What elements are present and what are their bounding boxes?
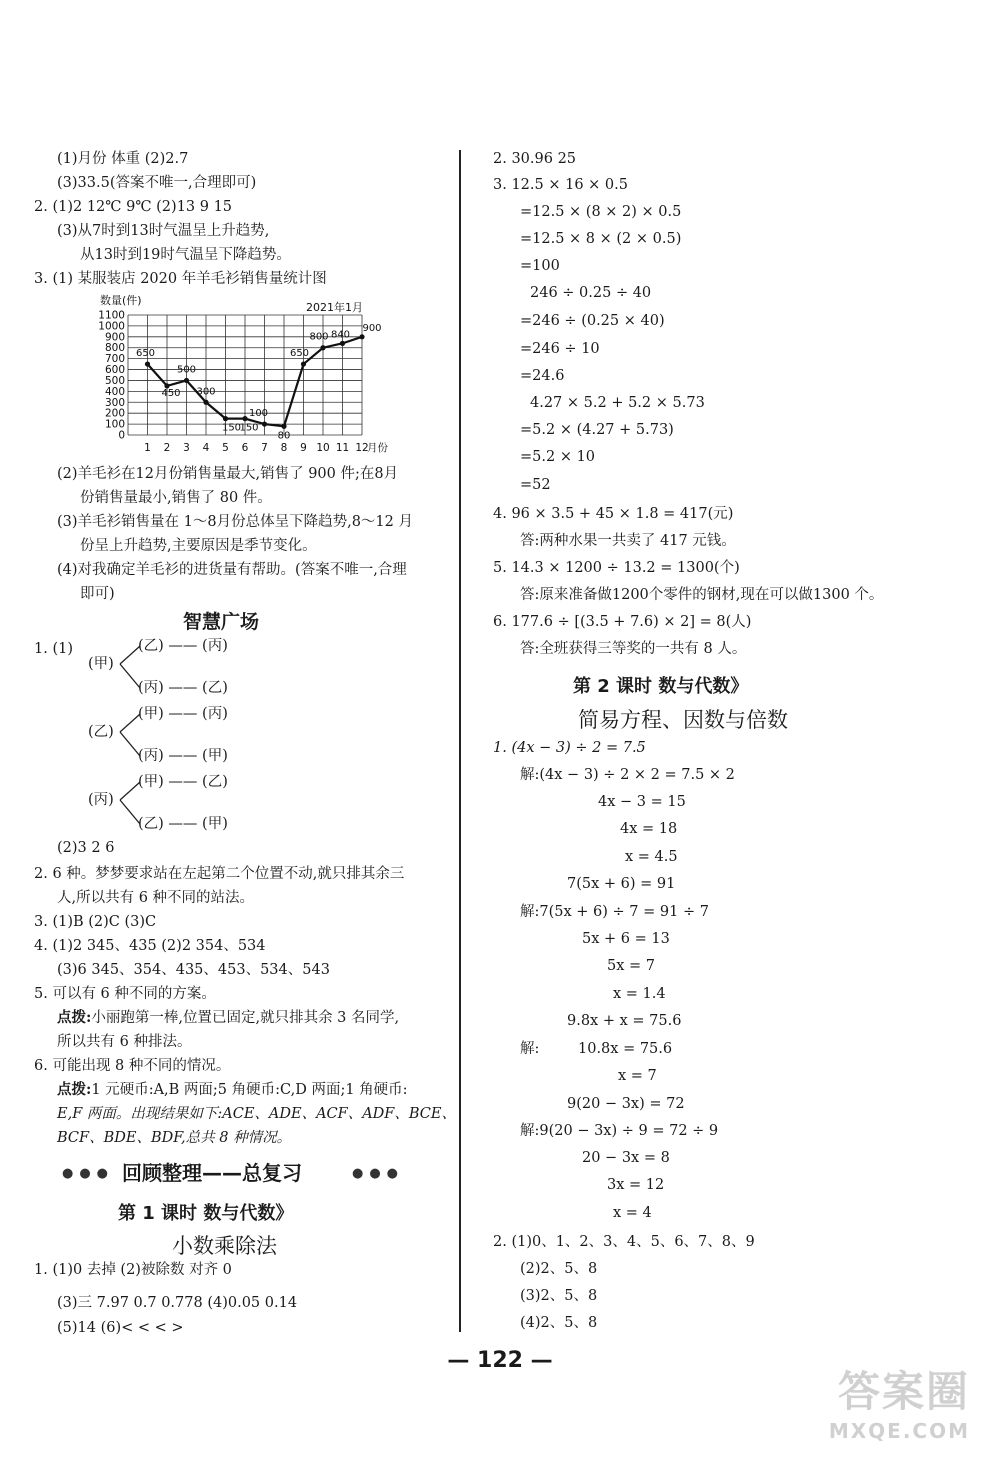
- data-label: 650: [135, 348, 156, 360]
- data-label: 800: [309, 331, 329, 343]
- answer-line: 2. 30.96 25: [493, 151, 577, 167]
- answer-line: 答:原来准备做1200个零件的钢材,现在可以做1300 个。: [520, 587, 884, 603]
- x-tick-label: 2: [163, 442, 171, 454]
- tree-branch: (乙) —— (丙): [138, 638, 228, 654]
- y-tick-label: 1100: [98, 309, 125, 322]
- section-heading: 智慧广场: [183, 611, 260, 633]
- x-tick-label: 3: [183, 442, 190, 454]
- answer-line: 4. 96 × 3.5 + 45 × 1.8 = 417(元): [493, 506, 734, 522]
- y-tick-label: 300: [104, 396, 125, 409]
- tree-branch: (乙) —— (甲): [138, 816, 228, 832]
- chart-date: 2021年1月: [306, 301, 363, 314]
- equation-line: 9(20 − 3x) = 72: [567, 1096, 685, 1112]
- calc-line: =5.2 × 10: [520, 449, 596, 465]
- equation-line: 4x = 18: [620, 821, 678, 837]
- answer-line: 2. 6 种。梦梦要求站在左起第二个位置不动,就只排其余三: [34, 866, 405, 882]
- x-tick-label: 7: [261, 442, 268, 454]
- x-tick-label: 5: [222, 442, 229, 454]
- answer-line: E,F 两面。出现结果如下:ACE、ADE、ACF、ADF、BCE、: [57, 1106, 456, 1122]
- answer-line: (3)2、5、8: [520, 1288, 598, 1304]
- column-divider: [459, 150, 461, 1332]
- data-label: 500: [176, 364, 197, 376]
- tree-lines: [0, 0, 460, 900]
- answer-line: (2)羊毛衫在12月份销售量最大,销售了 900 件;在8月: [57, 466, 399, 482]
- dots-left: ●●●: [62, 1166, 115, 1181]
- topic-heading: 小数乘除法: [172, 1234, 277, 1258]
- y-tick-label: 600: [104, 364, 125, 377]
- answer-line: 份销售量最小,销售了 80 件。: [80, 490, 272, 506]
- answer-line: 3. (1) 某服装店 2020 年羊毛衫销售量统计图: [34, 271, 327, 287]
- answer-line: 份呈上升趋势,主要原因是季节变化。: [80, 538, 317, 554]
- answer-line: (3)从7时到13时气温呈上升趋势,: [57, 223, 270, 239]
- equation-line: 7(5x + 6) = 91: [567, 876, 676, 892]
- answer-line: 答:全班获得三等奖的一共有 8 人。: [520, 641, 747, 657]
- y-tick-label: 900: [104, 331, 125, 344]
- answer-line: 1. (1)0 去掉 (2)被除数 对齐 0: [34, 1262, 232, 1278]
- equation-line: x = 4: [613, 1205, 652, 1221]
- y-tick-label: 800: [104, 342, 125, 355]
- tree-root: (乙): [88, 724, 114, 740]
- x-tick-label: 6: [241, 442, 249, 454]
- data-label: 300: [196, 386, 216, 398]
- data-label: 450: [161, 387, 181, 399]
- equation-line: 4x − 3 = 15: [598, 794, 686, 810]
- data-label: 100: [248, 408, 269, 420]
- answer-line: (3)6 345、354、435、453、534、543: [57, 962, 330, 978]
- data-label: 900: [362, 322, 382, 334]
- answer-line: (3)三 7.97 0.7 0.778 (4)0.05 0.14: [57, 1295, 298, 1311]
- equation-line: 10.8x = 75.6: [578, 1041, 673, 1057]
- y-axis-label: 数量(件): [100, 294, 142, 307]
- hint-label: 点拨:: [57, 1081, 92, 1098]
- answer-line: 3. 12.5 × 16 × 0.5: [493, 177, 628, 193]
- calc-line: =246 ÷ 10: [520, 341, 600, 357]
- y-tick-label: 100: [104, 418, 125, 431]
- tree-branch: (丙) —— (甲): [138, 748, 228, 764]
- lesson-heading: 第 1 课时 数与代数》: [118, 1203, 294, 1224]
- answer-line: 从13时到19时气温呈下降趋势。: [80, 247, 291, 263]
- answer-line: (2)2、5、8: [520, 1261, 598, 1277]
- answer-line: (4)2、5、8: [520, 1315, 598, 1331]
- answer-line: 3. (1)B (2)C (3)C: [34, 914, 157, 930]
- y-tick-label: 200: [104, 407, 125, 420]
- equation-line: x = 7: [618, 1068, 657, 1084]
- answer-line: (3)33.5(答案不唯一,合理即可): [57, 175, 257, 191]
- tree-root: (丙): [88, 792, 114, 808]
- equation-line: 3x = 12: [607, 1177, 665, 1193]
- x-tick-label: 8: [280, 442, 288, 454]
- answer-line: (5)14 (6)< < < >: [57, 1320, 184, 1336]
- y-tick-label: 700: [104, 353, 125, 366]
- calc-line: =246 ÷ (0.25 × 40): [520, 313, 665, 329]
- calc-line: =12.5 × (8 × 2) × 0.5: [520, 204, 682, 220]
- watermark-url: MXQE.COM: [828, 1419, 970, 1443]
- calc-line: =5.2 × (4.27 + 5.73): [520, 422, 674, 438]
- lesson-heading: 第 2 课时 数与代数》: [573, 676, 749, 697]
- y-tick-label: 1000: [98, 320, 125, 333]
- data-label: 80: [277, 430, 291, 442]
- section-heading: 回顾整理——总复习: [122, 1161, 302, 1185]
- data-label: 650: [289, 348, 310, 360]
- answer-line: 5. 14.3 × 1200 ÷ 13.2 = 1300(个): [493, 560, 740, 576]
- answer-line: 即可): [80, 586, 115, 602]
- equation-line: 1. (4x − 3) ÷ 2 = 7.5: [493, 740, 646, 756]
- equation-line: x = 4.5: [625, 849, 678, 865]
- equation-line: 解:7(5x + 6) ÷ 7 = 91 ÷ 7: [520, 904, 709, 920]
- answer-line: 6. 可能出现 8 种不同的情况。: [34, 1058, 231, 1074]
- x-tick-label: 12: [355, 442, 369, 454]
- hint-text: 1 元硬币:A,B 两面;5 角硬币:C,D 两面;1 角硬币:: [91, 1082, 408, 1098]
- x-tick-label: 10: [316, 442, 330, 454]
- answer-line: 所以共有 6 种排法。: [57, 1034, 192, 1050]
- calc-line: 4.27 × 5.2 + 5.2 × 5.73: [530, 395, 705, 411]
- answer-line: (1)月份 体重 (2)2.7: [57, 151, 189, 167]
- answer-line: 4. (1)2 345、435 (2)2 354、534: [34, 938, 266, 954]
- equation-label: 解:: [520, 1041, 540, 1057]
- equation-line: 5x = 7: [607, 958, 655, 974]
- data-label: 150: [221, 422, 242, 434]
- x-axis-label: 月份: [367, 442, 388, 454]
- hint-label: 点拨:: [57, 1009, 92, 1026]
- answer-line: 人,所以共有 6 种不同的站法。: [57, 890, 255, 906]
- answer-line: (4)对我确定羊毛衫的进货量有帮助。(答案不唯一,合理: [57, 562, 407, 578]
- watermark-logo: [829, 1359, 970, 1443]
- x-tick-label: 1: [144, 442, 151, 454]
- hint-text: 小丽跑第一棒,位置已固定,就只排其余 3 名同学,: [91, 1010, 400, 1026]
- y-tick-label: 400: [104, 385, 125, 398]
- x-tick-label: 9: [300, 442, 307, 454]
- answer-line: 2. (1)2 12℃ 9℃ (2)13 9 15: [34, 199, 233, 215]
- calc-line: =12.5 × 8 × (2 × 0.5): [520, 231, 682, 247]
- equation-line: 5x + 6 = 13: [582, 931, 670, 947]
- equation-line: 9.8x + x = 75.6: [567, 1013, 682, 1029]
- answer-line: 答:两种水果一共卖了 417 元钱。: [520, 533, 736, 549]
- watermark-title: 答案圈: [837, 1367, 970, 1416]
- hint-line: [57, 1081, 408, 1099]
- page-number: — 122 —: [447, 1348, 553, 1373]
- equation-line: 解:9(20 − 3x) ÷ 9 = 72 ÷ 9: [520, 1123, 719, 1139]
- tree-root: (甲): [88, 656, 114, 672]
- data-label: 840: [330, 329, 351, 341]
- x-tick-label: 11: [335, 442, 350, 454]
- tree-branch: (甲) —— (丙): [138, 706, 228, 722]
- calc-line: =100: [520, 258, 560, 274]
- answer-line: (2)3 2 6: [57, 840, 115, 856]
- tree-branch: (甲) —— (乙): [138, 774, 228, 790]
- equation-line: 解:(4x − 3) ÷ 2 × 2 = 7.5 × 2: [520, 767, 735, 783]
- y-tick-label: 500: [104, 374, 125, 387]
- hint-line: [57, 1009, 399, 1027]
- equation-line: x = 1.4: [613, 986, 666, 1002]
- answer-line: BCF、BDE、BDF,总共 8 种情况。: [57, 1130, 292, 1146]
- answer-line: 6. 177.6 ÷ [(3.5 + 7.6) × 2] = 8(人): [493, 614, 752, 630]
- answer-line: 5. 可以有 6 种不同的方案。: [34, 986, 216, 1002]
- calc-line: 246 ÷ 0.25 ÷ 40: [530, 285, 652, 301]
- x-tick-label: 4: [202, 442, 210, 454]
- topic-heading: 简易方程、因数与倍数: [578, 708, 788, 732]
- answer-line: 2. (1)0、1、2、3、4、5、6、7、8、9: [493, 1234, 755, 1250]
- dots-right: ●●●: [352, 1166, 405, 1181]
- calc-line: =24.6: [520, 368, 565, 384]
- data-label: 150: [239, 422, 259, 434]
- equation-line: 20 − 3x = 8: [582, 1150, 670, 1166]
- answer-line: 1. (1): [34, 641, 73, 657]
- y-tick-label: 0: [118, 429, 125, 442]
- tree-branch: (丙) —— (乙): [138, 680, 228, 696]
- answer-line: (3)羊毛衫销售量在 1～8月份总体呈下降趋势,8～12 月: [57, 514, 413, 530]
- calc-line: =52: [520, 477, 551, 493]
